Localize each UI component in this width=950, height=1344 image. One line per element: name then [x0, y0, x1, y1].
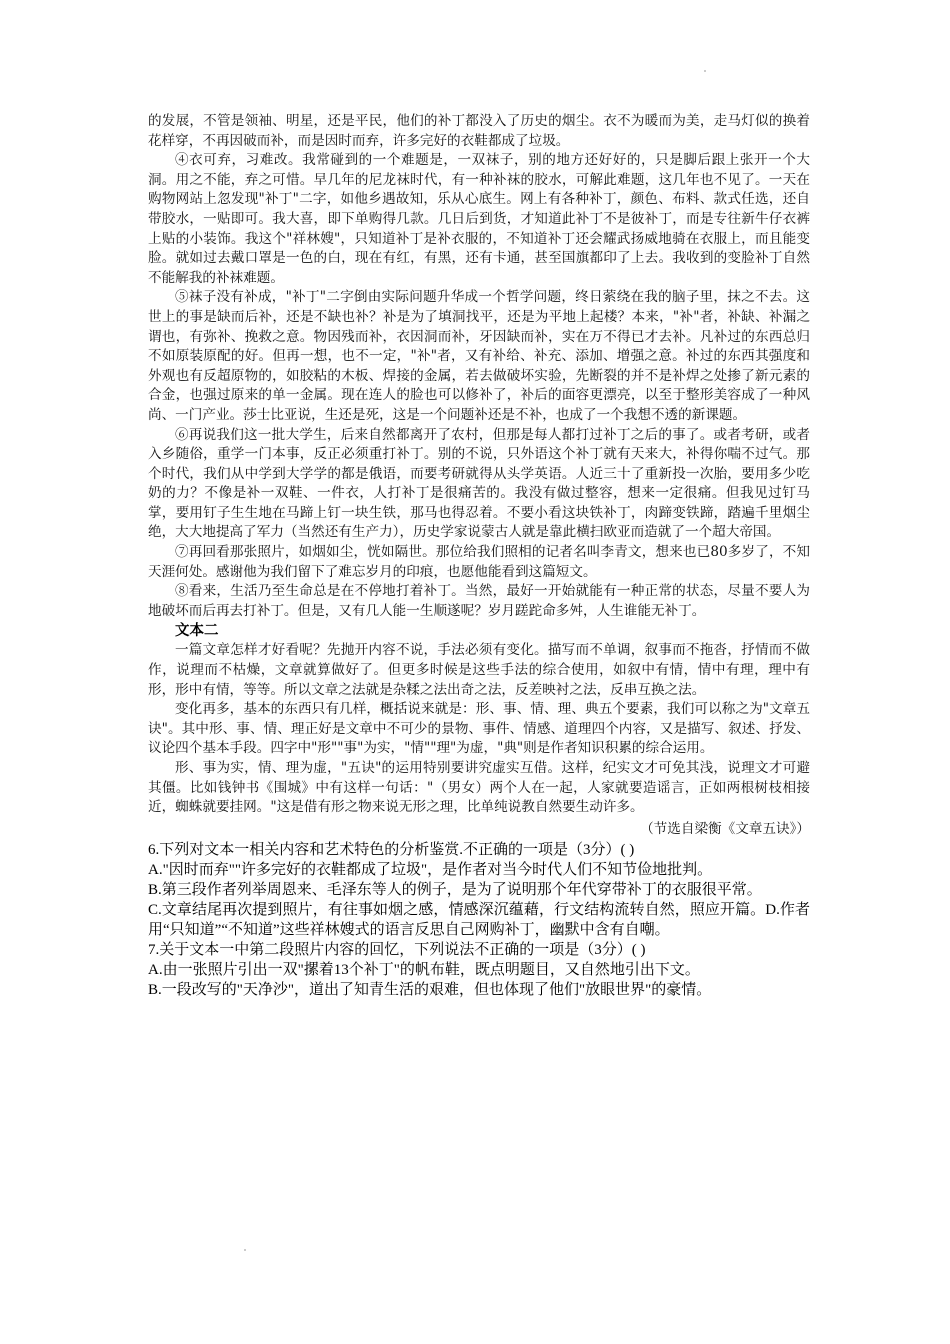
text1-paragraph-5: ⑤袜子没有补成，"补丁"二字倒由实际问题升华成一个哲学问题，终日萦绕在我的脑子里，抹之不去。这世上的事是缺而后补，还是不缺也补？补是为了填洞找平，还是为平地上起楼？本来，"补"者，补缺、补漏之谓也，有弥补、挽救之意。物因残而补，衣因洞而补，牙因缺而补，实在万不得已才去补。凡补过的东西总归不如原装原配的好。但再一想，也不一定，"补"者，又有补给、补充、添加、增强之意。补过的东西其强度和外观也有反超原物的，如胶粘的木板、焊接的金属，若去做破坏实验，先断裂的并不是补焊之处掺了新元素的合金，也强过原来的单一金属。现在连人的脸也可以修补了，补后的面容更漂亮，以至于整形美容成了一种风尚、一门产业。莎士比亚说，生还是死，这是一个问题补还是不补，也成了一个我想不透的新课题。: [148, 289, 810, 423]
text-column: [148, 112, 810, 1000]
question-6-option-b: B.第三段作者列举周恩来、毛泽东等人的例子，是为了说明那个年代穿带补丁的衣服很平常。: [148, 881, 762, 898]
text2-paragraph-2: 变化再多，基本的东西只有几样，概括说来就是：形、事、情、理、典五个要素，我们可以称之为"文章五诀"。其中形、事、情、理正好是文章中不可少的景物、事件、情感、道理四个内容，又是描写、叙述、抒发、议论四个基本手段。四字中"形""事"为实，"情""理"为虚，"典"则是作者知识积累的综合运用。: [148, 701, 810, 757]
question-7-option-b: B.一段改写的"天净沙"，道出了知青生活的艰难，但也体现了他们"放眼世界"的豪情。: [148, 981, 712, 998]
question-7-stem: 7.关于文本一中第二段照片内容的回忆，下列说法不正确的一项是（3分）( ): [148, 941, 646, 958]
text2-paragraph-1: 一篇文章怎样才好看呢？先抛开内容不说，手法必须有变化。描写而不单调，叙事而不拖沓，抒情而不做作，说理而不枯燥，文章就算做好了。但更多时候是这些手法的综合使用，如叙中有情，情中有理，理中有形，形中有情，等等。所以文章之法就是杂糅之法出奇之法，反差映衬之法，反串互换之法。: [148, 642, 810, 698]
question-6-option-cd: C.文章结尾再次提到照片，有往事如烟之感，情感深沉蕴藉，行文结构流转自然，照应开篇。D.作者用“只知道”“不知道”这些祥林嫂式的语言反思自己网购补丁，幽默中含有自嘲。: [148, 901, 810, 938]
scan-speck: [244, 1249, 246, 1251]
text2-paragraph-3: 形、事为实，情、理为虚，"五诀"的运用特别要讲究虚实互借。这样，纪实文才可免其浅，说理文才可避其僵。比如钱钟书《围城》中有这样一句话："（男女）两个人在一起，人家就要造谣言，正如两根树枝相接近，蜘蛛就要挂网。"这是借有形之物来说无形之理，比单纯说教自然要生动许多。: [148, 760, 810, 816]
question-7-option-a: A.由一张照片引出一双"摞着13个补丁"的帆布鞋，既点明题目，又自然地引出下文。: [148, 961, 700, 978]
question-6-option-a: A."因时而弃""许多完好的衣鞋都成了垃圾"，是作者对当今时代人们不知节俭地批判。: [148, 861, 713, 878]
text1-paragraph-6: ⑥再说我们这一批大学生，后来自然都离开了农村，但那是每人都打过补丁之后的事了。或者考研，或者入乡随俗，重学一门本事，反正必须重打补丁。别的不说，只外语这个补丁就有天来大，补得你喘不过气。那个时代，我们从中学到大学学的都是俄语，而要考研就得从头学英语。人近三十了重新投一次胎，要用多少吃奶的力？不像是补一双鞋、一件衣，人打补丁是很痛苦的。我没有做过整容，想来一定很痛。但我见过钉马掌，要用钉子生生地在马蹄上钉一块生铁，那马也得忍着。不要小看这块铁补丁，肉蹄变铁蹄，踏遍千里烟尘绝，大大地提高了军力（当然还有生产力），历史学家说蒙古人就是靠此横扫欧亚而造就了一个超大帝国。: [148, 426, 810, 541]
text1-paragraph-7: ⑦再回看那张照片，如烟如尘，恍如隔世。那位给我们照相的记者名叫李青文，想来也已80多岁了，不知天涯何处。感谢他为我们留下了难忘岁月的印痕，也愿他能看到这篇短文。: [148, 544, 810, 580]
text1-paragraph-4: ④衣可弃，习难改。我常碰到的一个难题是，一双袜子，别的地方还好好的，只是脚后跟上张开一个大洞。用之不能，弃之可惜。早几年的尼龙袜时代，有一种补袜的胶水，可解此难题，这几年也不见了。一天在购物网站上忽发现"补丁"二字，如他乡遇故知，乐从心底生。网上有各种补丁，颜色、布料、款式任选，还自带胶水，一贴即可。我大喜，即下单购得几款。几日后到货，才知道此补丁不是彼补丁，而是专往新牛仔衣裤上贴的小装饰。我这个"祥林嫂"，只知道补丁是补衣服的，不知道补丁还会耀武扬威地骑在衣服上，而且能变脸。就如过去戴口罩是一色的白，现在有红，有黑，还有卡通，甚至国旗都印了上去。我收到的变脸补丁自然不能解我的补袜难题。: [148, 152, 810, 286]
text2-heading: 文本二: [175, 623, 219, 640]
question-6-stem: 6.下列对文本一相关内容和艺术特色的分析鉴赏.不正确的一项是（3分）( ): [148, 841, 635, 858]
source-citation: （节选自梁衡《文章五诀》）: [640, 820, 810, 837]
scan-speck: [704, 70, 706, 72]
text1-paragraph-continued: 的发展，不管是领袖、明星，还是平民，他们的补丁都没入了历史的烟尘。衣不为暖而为美，走马灯似的换着花样穿，不再因破而补，而是因时而弃，许多完好的衣鞋都成了垃圾。: [148, 113, 810, 149]
text1-paragraph-8: ⑧看来，生活乃至生命总是在不停地打着补丁。当然，最好一开始就能有一种正常的状态，尽量不要人为地破坏而后再去打补丁。但是，又有几人能一生顺遂呢？岁月蹉跎命多舛，人生谁能无补丁。: [148, 583, 810, 619]
